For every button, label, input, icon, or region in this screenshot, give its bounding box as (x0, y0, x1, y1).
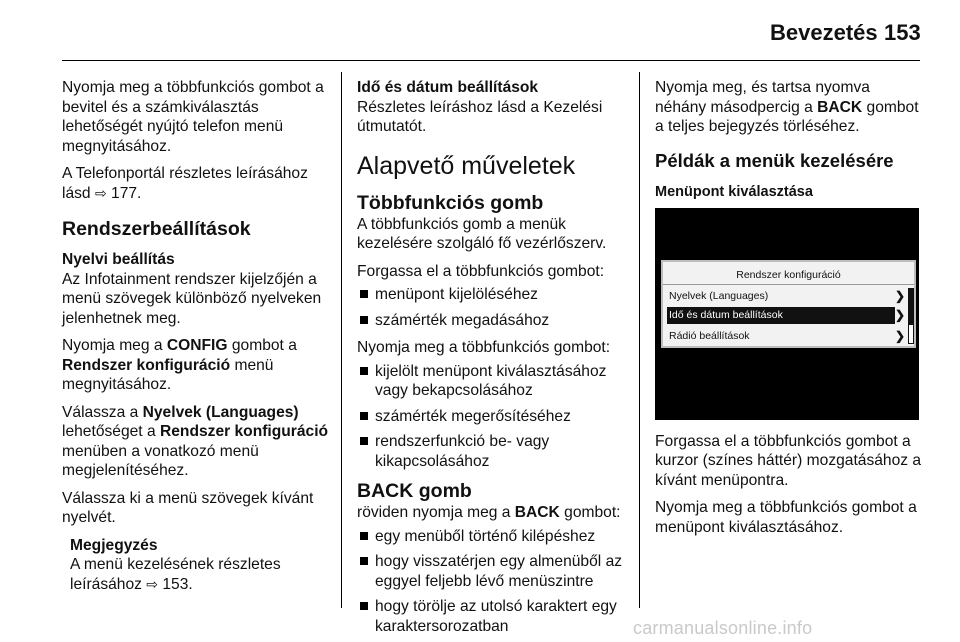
config-menu-label: Rendszer konfiguráció (62, 356, 231, 374)
config-button-label: CONFIG (166, 337, 228, 354)
scrollbar[interactable] (908, 288, 914, 344)
bullet-icon (360, 412, 368, 420)
phone-portal-text: A Telefonportál részletes leírásához lásd (62, 165, 308, 202)
column-1 (62, 78, 330, 594)
paragraph-phone-portal (62, 164, 330, 203)
paragraph-time-date: Részletes leíráshoz lásd a Kezelési útmutatót. (357, 98, 603, 135)
note-body: A menü kezelésének részletes leírásához (70, 556, 281, 593)
hold-button-label: BACK (817, 98, 863, 116)
config-text-c: gombot a (231, 337, 297, 354)
back-text-a: röviden nyomja meg a (357, 504, 511, 521)
back-text-c: gombot: (564, 504, 621, 521)
display-menu (661, 260, 916, 348)
watermark: carmanualsonline.info (633, 618, 813, 638)
paragraph-choose-language: Válassza ki a menü szövegek kívánt nyelvét. (62, 489, 314, 526)
list-item (357, 552, 627, 591)
list-item (357, 285, 627, 305)
paragraph-press: Nyomja meg a többfunkciós gombot: (357, 339, 611, 356)
chevron-right-icon: ❯ (895, 328, 906, 343)
paragraph-back (357, 503, 627, 523)
select-text-e: menüben a vonatkozó menü megjelenítéséhez. (62, 442, 259, 479)
menu-item-radio[interactable]: Rádió beállítások (669, 329, 750, 342)
paragraph-multifunction: A többfunkciós gomb a menük kezelésére szolgáló fő vezérlőszerv. (357, 215, 607, 252)
bullet-icon (360, 290, 368, 298)
paragraph-turn: Forgassa el a többfunkciós gombot: (357, 262, 605, 280)
page-reference-icon: ⇨ (94, 184, 107, 201)
paragraph-config (62, 336, 330, 395)
select-text-c: lehetőséget a (62, 423, 156, 440)
back-button-label: BACK (514, 504, 560, 521)
languages-option-label: Nyelvek (Languages) (142, 403, 299, 421)
header-divider (62, 60, 920, 61)
list-item-text: egy menüből történő kilépéshez (375, 527, 596, 545)
config-text-e: menü megnyitásához. (62, 356, 274, 393)
page-reference-icon: ⇨ (146, 575, 159, 592)
bullet-icon (360, 367, 368, 375)
paragraph-turn-cursor: Forgassa el a többfunkciós gombot a kurzor (színes háttér) mozgatásához a kívánt menüpontra. (655, 432, 922, 489)
heading-menu-examples: Példák a menük kezelésére (655, 149, 894, 171)
list-item-text: menüpont kijelöléséhez (375, 286, 538, 303)
display-divider (663, 284, 914, 285)
paragraph-select-languages (62, 403, 330, 481)
column-divider-2 (639, 72, 640, 608)
list-back (357, 527, 627, 637)
paragraph-hold-back (655, 78, 923, 137)
section-title: Bevezetés (770, 20, 878, 45)
list-item-text: hogy visszatérjen egy almenüből az eggyel feljebb lévő menüszintre (375, 553, 623, 590)
select-text-a: Válassza a (62, 403, 139, 421)
heading-basic-operations: Alapvető műveletek (357, 151, 576, 180)
column-divider-1 (341, 72, 342, 608)
column-2 (357, 78, 627, 642)
column-3 (655, 78, 923, 545)
hold-text-c: gombot a teljes bejegyzés törléséhez. (655, 98, 919, 135)
menu-item-time-date[interactable]: Idő és dátum beállítások (667, 307, 895, 324)
list-item-text: kijelölt menüpont kiválasztásához vagy bekapcsolásához (375, 362, 607, 399)
chevron-right-icon: ❯ (895, 307, 906, 322)
hold-text-a: Nyomja meg, és tartsa nyomva néhány másodpercig a (655, 79, 870, 116)
list-turn (357, 285, 627, 330)
paragraph-phone-menu: Nyomja meg a többfunkciós gombot a bevitel és a számkiválasztás lehetőségét nyújtó telefon menü megnyitásához. (62, 79, 324, 155)
display-menu-title: Rendszer konfiguráció (736, 268, 841, 281)
bullet-icon (360, 532, 368, 540)
heading-language-setting: Nyelvi beállítás (62, 251, 175, 268)
list-item-text: rendszerfunkció be- vagy kikapcsolásához (375, 433, 550, 470)
bullet-icon (360, 316, 368, 324)
heading-back-button: BACK gomb (357, 480, 472, 502)
phone-portal-ref: 177. (111, 184, 142, 202)
bullet-icon (360, 437, 368, 445)
list-item-text: számérték megadásához (375, 311, 550, 329)
list-item (357, 407, 627, 427)
bullet-icon (360, 602, 368, 610)
list-item-text: számérték megerősítéséhez (375, 407, 571, 425)
scrollbar-thumb[interactable] (909, 289, 913, 325)
system-config-label: Rendszer konfiguráció (159, 423, 329, 440)
page-number: 153 (884, 20, 921, 45)
paragraph-press-select: Nyomja meg a többfunkciós gombot a menüpont kiválasztásához. (655, 499, 917, 536)
heading-multifunction-knob: Többfunkciós gomb (357, 191, 544, 214)
list-item-text: hogy törölje az utolsó karaktert egy karaktersorozatban (375, 598, 617, 635)
heading-system-settings: Rendszerbeállítások (62, 218, 251, 240)
config-text-a: Nyomja meg a (62, 337, 163, 354)
paragraph-languages: Az Infotainment rendszer kijelzőjén a menü szövegek különböző nyelveken jelenhetnek meg. (62, 270, 322, 327)
list-item (357, 311, 627, 331)
bullet-icon (360, 557, 368, 565)
note-text (70, 555, 330, 594)
heading-time-date: Idő és dátum beállítások (357, 79, 539, 96)
list-item (357, 597, 627, 636)
chevron-right-icon: ❯ (895, 288, 906, 303)
menu-item-languages[interactable]: Nyelvek (Languages) (669, 289, 769, 302)
note-title: Megjegyzés (70, 536, 158, 554)
note-ref: 153. (162, 575, 193, 593)
display-screenshot (655, 208, 919, 420)
list-press (357, 362, 627, 472)
note-block (70, 536, 330, 595)
list-item (357, 362, 627, 401)
list-item (357, 432, 627, 471)
heading-menu-select: Menüpont kiválasztása (655, 183, 813, 200)
list-item (357, 527, 627, 547)
